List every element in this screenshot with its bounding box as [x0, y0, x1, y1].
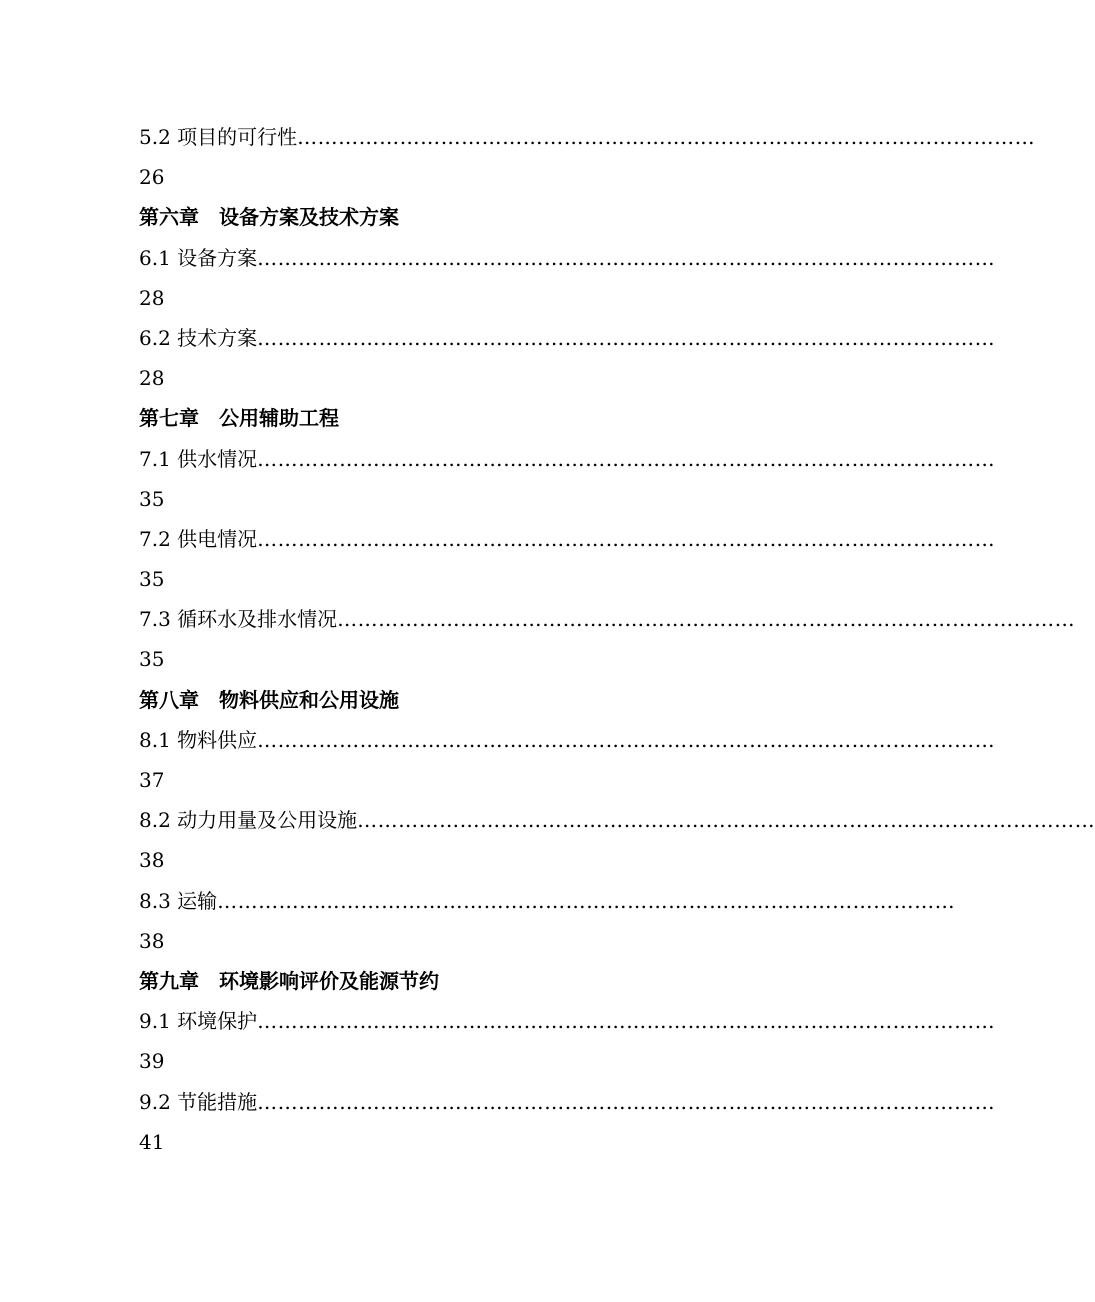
toc-entry[interactable] [139, 599, 1076, 639]
toc-page-number: 41 [139, 1129, 165, 1154]
dot-leader: ……………………………………………………………………………………………… [337, 607, 1076, 632]
toc-entry-label: 6.2 技术方案 [139, 325, 258, 350]
toc-entry-label: 9.1 环境保护 [139, 1009, 258, 1034]
chapter-number: 第八章 [139, 687, 199, 712]
toc-entry[interactable] [139, 800, 1095, 840]
dot-leader: ……………………………………………………………………………………………… [257, 1009, 996, 1034]
toc-page-number: 35 [139, 647, 165, 672]
dot-leader: ……………………………………………………………………………………………… [257, 1089, 996, 1114]
dot-leader: ……………………………………………………………………………………………… [257, 325, 996, 350]
toc-entry[interactable] [139, 238, 996, 278]
dot-leader: ……………………………………………………………………………………………… [297, 125, 1036, 149]
chapter-title: 物料供应和公用设施 [219, 687, 399, 712]
toc-page-number: 35 [139, 567, 165, 592]
toc-entry[interactable] [139, 720, 996, 760]
toc-page-number: 37 [139, 768, 165, 792]
toc-entry[interactable] [139, 519, 996, 559]
dot-leader: ……………………………………………………………………………………………… [257, 727, 996, 752]
toc-entry[interactable] [139, 318, 996, 358]
toc-entry-label: 6.1 设备方案 [139, 245, 258, 270]
dot-leader: ……………………………………………………………………………………………… [357, 808, 1095, 833]
dot-leader: ……………………………………………………………………………………………… [257, 446, 996, 471]
dot-leader: ……………………………………………………………………………………………… [257, 245, 996, 270]
toc-page-number: 38 [139, 848, 165, 873]
toc-entry[interactable] [139, 1001, 996, 1041]
table-of-contents [139, 117, 1095, 1162]
toc-entry[interactable] [139, 117, 1036, 157]
toc-page-number: 35 [139, 486, 165, 511]
toc-entry-label: 8.2 动力用量及公用设施 [139, 808, 358, 833]
toc-entry-label: 8.1 物料供应 [139, 727, 258, 752]
toc-entry[interactable] [139, 881, 956, 921]
toc-chapter-heading [139, 961, 781, 1001]
toc-chapter-heading [139, 197, 781, 237]
toc-entry-label: 5.2 项目的可行性 [139, 125, 298, 149]
toc-page-number: 39 [139, 1049, 165, 1074]
toc-page-number: 28 [139, 366, 165, 391]
toc-page-number: 26 [139, 165, 165, 190]
toc-page-number: 38 [139, 928, 165, 953]
toc-entry-label: 7.2 供电情况 [139, 526, 258, 551]
chapter-title: 环境影响评价及能源节约 [219, 968, 439, 993]
toc-entry-label: 9.2 节能措施 [139, 1089, 258, 1114]
toc-chapter-heading [139, 398, 781, 438]
dot-leader: ……………………………………………………………………………………………… [257, 526, 996, 551]
chapter-number: 第六章 [139, 205, 199, 230]
chapter-title: 设备方案及技术方案 [219, 205, 399, 230]
dot-leader: ……………………………………………………………………………………………… [217, 888, 956, 913]
toc-entry[interactable] [139, 1082, 996, 1122]
toc-entry-label: 7.1 供水情况 [139, 446, 258, 471]
chapter-number: 第七章 [139, 406, 199, 431]
chapter-number: 第九章 [139, 968, 199, 993]
toc-page-number: 28 [139, 285, 165, 310]
toc-chapter-heading [139, 680, 781, 720]
chapter-title: 公用辅助工程 [219, 406, 339, 431]
toc-entry-label: 8.3 运输 [139, 888, 218, 913]
toc-entry[interactable] [139, 439, 996, 479]
toc-entry-label: 7.3 循环水及排水情况 [139, 607, 338, 632]
